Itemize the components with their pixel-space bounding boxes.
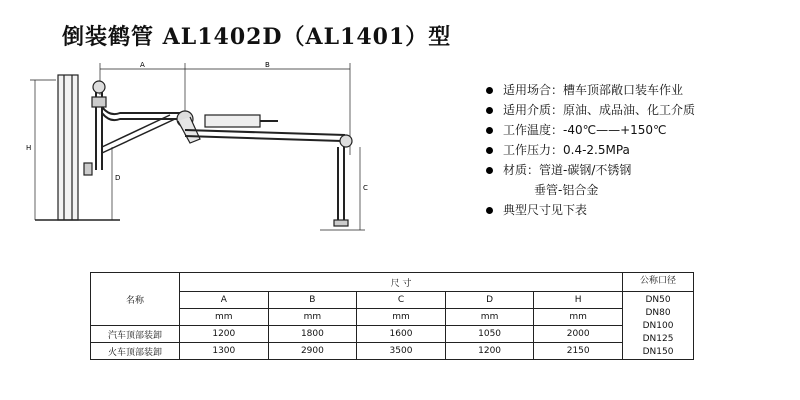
loading-arm-drawing <box>20 55 400 240</box>
row-name: 汽车顶部装卸 <box>91 326 180 343</box>
bullet-icon <box>486 107 493 114</box>
spec-item: 适用介质：原油、成品油、化工介质 <box>486 100 695 120</box>
dimension-table <box>90 272 694 360</box>
unit-cell: mm <box>534 309 623 326</box>
table-cell: 3500 <box>357 343 446 360</box>
nominal-size: DN125 <box>642 334 674 344</box>
col-header: B <box>268 292 357 309</box>
bullet-icon <box>486 127 493 134</box>
table-header-row <box>91 273 694 292</box>
dim-label-d: D <box>115 174 121 182</box>
table-unit-row <box>91 309 694 326</box>
spec-item: 工作压力：0.4-2.5MPa <box>486 140 695 160</box>
table-column-row <box>91 292 694 309</box>
spec-item-sub: 垂管-铝合金 <box>534 183 599 197</box>
table-row <box>91 343 694 360</box>
nominal-sizes-cell <box>623 292 694 360</box>
nominal-size: DN80 <box>645 308 671 318</box>
page-title: 倒装鹤管 AL1402D（AL1401）型 <box>62 24 452 50</box>
col-header: H <box>534 292 623 309</box>
unit-cell: mm <box>357 309 446 326</box>
dim-label-c: C <box>363 184 368 192</box>
table-cell: 1300 <box>180 343 269 360</box>
table-cell: 1050 <box>445 326 534 343</box>
table-cell: 2900 <box>268 343 357 360</box>
nominal-size: DN150 <box>642 347 674 357</box>
unit-cell: mm <box>445 309 534 326</box>
dim-label-a: A <box>140 61 145 69</box>
table-cell: 1200 <box>445 343 534 360</box>
bullet-icon <box>486 87 493 94</box>
bullet-icon <box>486 207 493 214</box>
table-cell: 1200 <box>180 326 269 343</box>
dims-header: 尺 寸 <box>180 273 623 292</box>
name-header: 名称 <box>91 273 180 326</box>
nominal-size: DN100 <box>642 321 674 331</box>
table-cell: 2000 <box>534 326 623 343</box>
dim-label-h: H <box>26 144 32 152</box>
spec-list <box>486 80 695 220</box>
table-cell: 1600 <box>357 326 446 343</box>
spec-item: 适用场合：槽车顶部敞口装车作业 <box>486 80 695 100</box>
unit-cell: mm <box>180 309 269 326</box>
unit-cell: mm <box>268 309 357 326</box>
col-header: C <box>357 292 446 309</box>
table-cell: 1800 <box>268 326 357 343</box>
col-header: A <box>180 292 269 309</box>
row-name: 火车顶部装卸 <box>91 343 180 360</box>
table-cell: 2150 <box>534 343 623 360</box>
table-row <box>91 326 694 343</box>
nominal-header: 公称口径 <box>623 273 694 292</box>
spec-item: 材质：管道-碳钢/不锈钢 <box>486 160 695 180</box>
col-header: D <box>445 292 534 309</box>
spec-item: 典型尺寸见下表 <box>486 200 695 220</box>
nominal-size: DN50 <box>645 295 671 305</box>
dim-label-b: B <box>265 61 270 69</box>
spec-item: 工作温度：-40℃——+150℃ <box>486 120 695 140</box>
bullet-icon <box>486 167 493 174</box>
bullet-icon <box>486 147 493 154</box>
